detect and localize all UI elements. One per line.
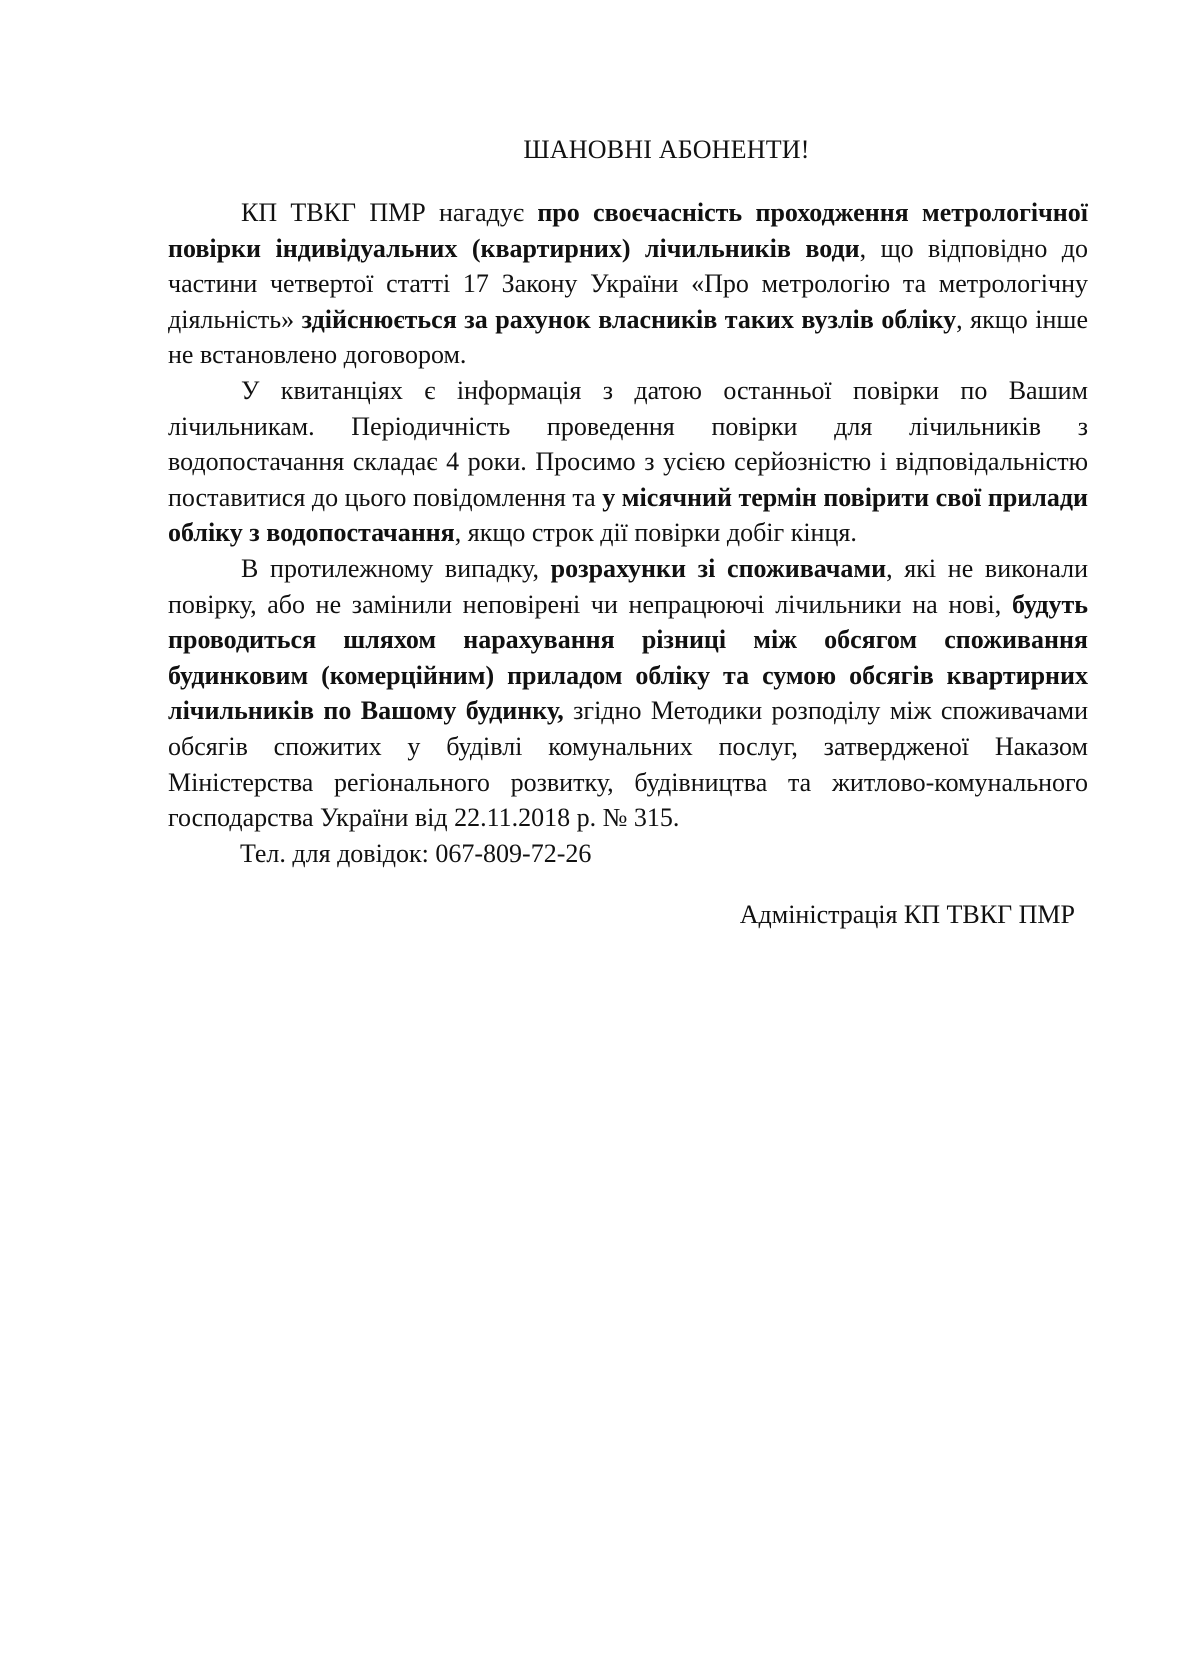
paragraph-reminder — [168, 195, 1088, 373]
bold-emphasis: про своєчасність проходження метрологічної повірки індивідуальних (квартирних) лічильників води — [168, 198, 1088, 263]
contact-phone: Тел. для довідок: 067-809-72-26 — [240, 839, 592, 868]
paragraph-text: , що відповідно до частини четвертої статті 17 Закону України «Про метрологію та метрологічну діяльність» — [168, 233, 1088, 334]
bold-emphasis: розрахунки зі споживачами — [550, 553, 887, 583]
bold-emphasis: здійснюється за рахунок власників таких вузлів обліку — [301, 304, 957, 334]
paragraph-text: згідно Методики розподілу між споживачами обсягів спожитих у будівлі комунальних послуг, затвердженої Наказом Міністерства регіонального розвитку, будівництва та житлово-комунального господарства України від 22.11.2018 р. № 315. — [168, 696, 1088, 833]
notice-body — [168, 195, 1088, 836]
bold-emphasis: будуть проводиться шляхом нарахування різниці між обсягом споживання будинковим (комерційним) приладом обліку та сумою обсягів квартирних лічильників по Вашому будинку, — [168, 589, 1088, 726]
paragraph-text: , які не виконали повірку, або не замінили неповірені чи непрацюючі лічильники на нові, — [168, 553, 1089, 619]
paragraph-text: КП ТВКГ ПМР нагадує — [241, 198, 538, 227]
notice-title: ШАНОВНІ АБОНЕНТИ! — [523, 135, 810, 164]
paragraph-verification-period — [168, 373, 1088, 551]
bold-emphasis: у місячний термін повірити свої прилади обліку з водопостачання — [168, 482, 1088, 548]
paragraph-consequences — [168, 551, 1088, 836]
paragraph-text: У квитанціях є інформація з датою останньої повірки по Вашим лічильникам. Періодичність проведення повірки для лічильників з водопостачання складає 4 роки. Просимо з усією серйозністю і відповідальністю поставитися до цього повідомлення та — [168, 375, 1088, 512]
signature: Адміністрація КП ТВКГ ПМР — [739, 900, 1075, 929]
paragraph-text: , якщо інше не встановлено договором. — [168, 304, 1088, 370]
paragraph-text: , якщо строк дії повірки добіг кінця. — [454, 518, 857, 548]
paragraph-text: В протилежному випадку, — [241, 553, 551, 583]
